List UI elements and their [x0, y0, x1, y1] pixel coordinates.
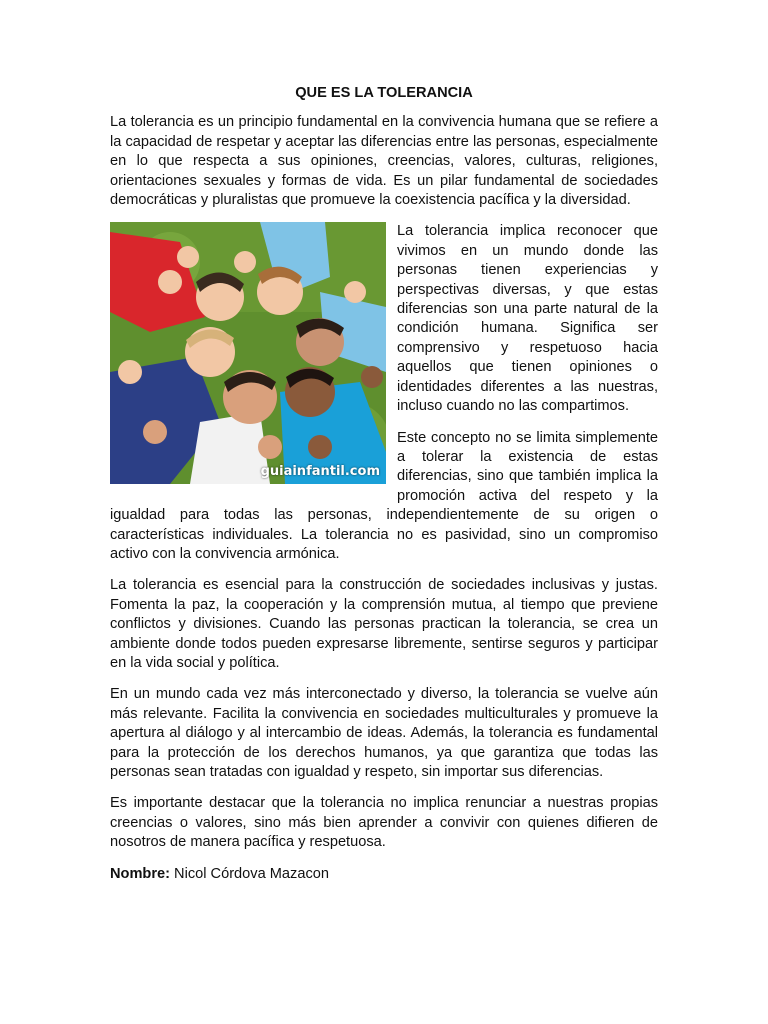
signature-name: Nicol Córdova Mazacon: [170, 865, 329, 882]
paragraph-2: La tolerancia implica reconocer que vivimos en un mundo donde las personas tienen experiencias y perspectivas diversas, y que estas diferencias son una parte natural de la condición humana. Significa ser comprensivo y respetuoso hacia aquellos que tienen opiniones o identidades diferentes a las nuestras, incluso cuando no las compartimos.: [397, 223, 658, 415]
paragraph-6: Es importante destacar que la tolerancia no implica renunciar a nuestras propias creencias o valores, sino más bien aprender a convivir con quienes difieren de nosotros de manera pacífica y respetuosa.: [110, 795, 658, 851]
paragraph-1: La tolerancia es un principio fundamental en la convivencia humana que se refiere a la capacidad de respetar y aceptar las diferencias entre las personas, especialmente en lo que respecta a sus opiniones, creencias, valores, culturas, religiones, orientaciones sexuales y formas de vida. Es un pilar fundamental de sociedades democráticas y pluralistas que promueve la coexistencia pacífica y la diversidad.: [110, 114, 658, 209]
photo-watermark: guiainfantil.com: [260, 464, 380, 480]
signature-label: Nombre:: [110, 865, 170, 882]
paragraph-4: La tolerancia es esencial para la construcción de sociedades inclusivas y justas. Fomenta la paz, la cooperación y la comprensión mutua, al tiempo que previene conflictos y divisiones. Cuando las personas practican la tolerancia, se crea un ambiente donde todos pueden expresarse libremente, sentirse seguros y participar en la vida social y política.: [110, 577, 658, 671]
thumb-hand: [158, 270, 182, 294]
document-page: [110, 84, 658, 884]
paragraph-3: Este concepto no se limita simplemente a tolerar la existencia de estas diferencias, sino que también implica la promoción activa del respeto y la igualdad para todas las personas, independientemente de su origen o características individuales. La tolerancia no es pasividad, sino un compromiso activo con la convivencia armónica.: [110, 429, 658, 562]
photo-illustration: [110, 222, 386, 484]
thumb-hand: [143, 420, 167, 444]
thumb-hand: [344, 281, 366, 303]
signature-line: [110, 865, 658, 884]
thumb-hand: [361, 366, 383, 388]
children-circle-photo: [110, 222, 386, 484]
thumb-hand: [118, 360, 142, 384]
thumb-hand: [177, 246, 199, 268]
thumb-hand: [234, 251, 256, 273]
thumb-hand: [308, 435, 332, 459]
white-shirt: [190, 412, 270, 484]
thumb-hand: [258, 435, 282, 459]
document-title: QUE ES LA TOLERANCIA: [295, 85, 473, 101]
paragraph-5: En un mundo cada vez más interconectado y diverso, la tolerancia se vuelve aún más relevante. Facilita la convivencia en sociedades multiculturales y promueve la apertura al diálogo y al intercambio de ideas. Además, la tolerancia es fundamental para la protección de los derechos humanos, ya que garantiza que todas las personas sean tratadas con igualdad y respeto, sin importar sus diferencias.: [110, 686, 658, 780]
